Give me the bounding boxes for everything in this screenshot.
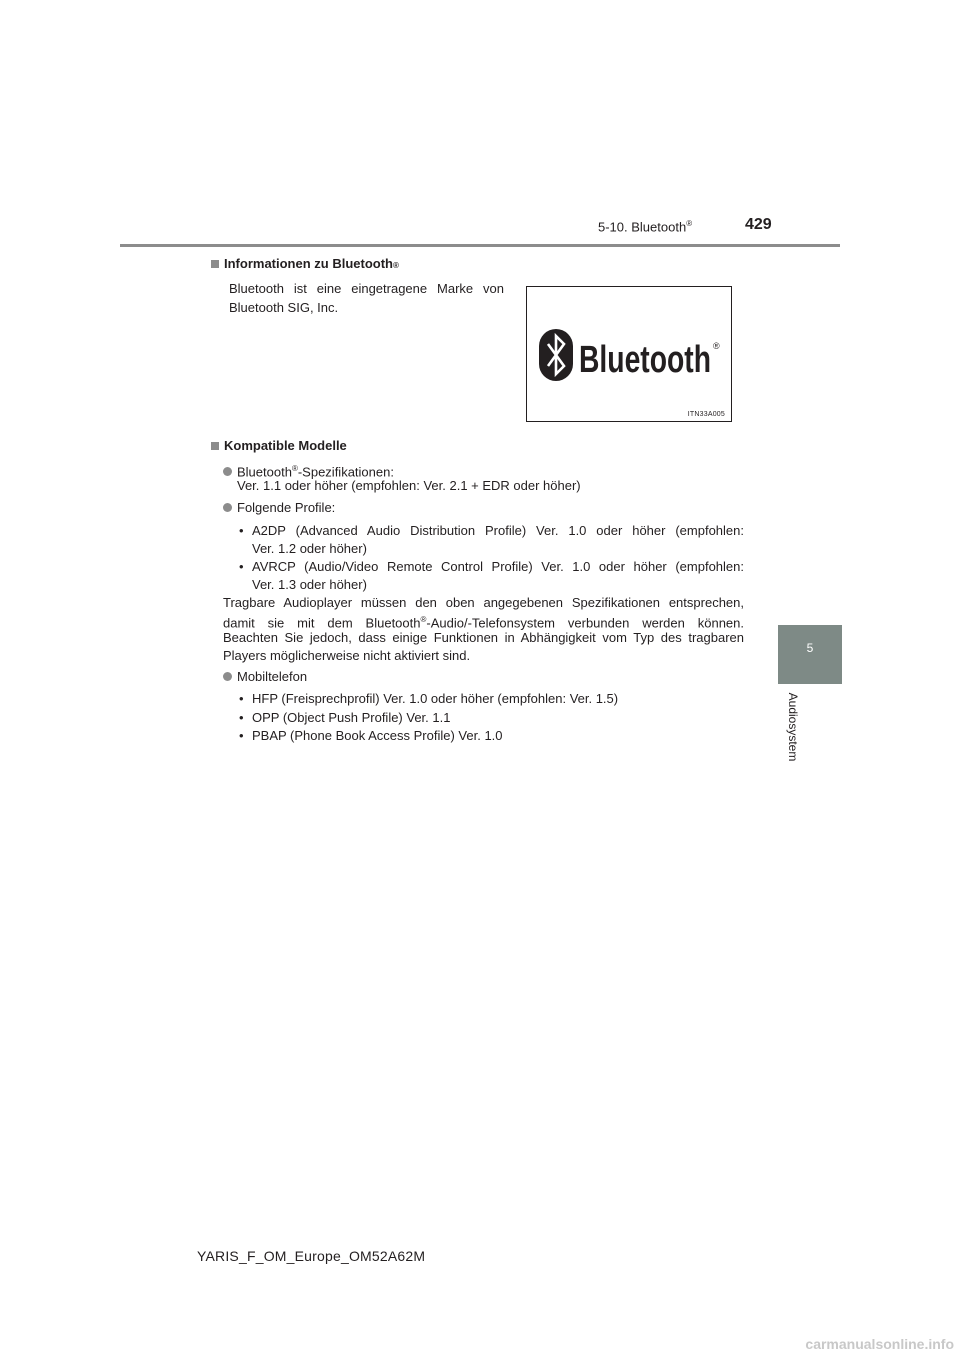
bluetooth-logo-figure [526, 286, 732, 422]
phone-profile-opp: • OPP (Object Push Profile) Ver. 1.1 [239, 710, 451, 725]
svg-text:Bluetooth: Bluetooth [579, 339, 711, 381]
watermark: carmanualsonline.info [805, 1336, 954, 1352]
profile-a2dp-line1: • A2DP (Advanced Audio Distribution Profile) Ver. 1.0 oder höher (empfohlen: [239, 523, 744, 538]
info-text-line1: Bluetooth ist eine eingetragene Marke von [229, 281, 504, 296]
info-heading: Informationen zu Bluetooth ® [211, 256, 399, 271]
phone-profile-pbap: • PBAP (Phone Book Access Profile) Ver. 1.0 [239, 728, 503, 743]
info-text-line2: Bluetooth SIG, Inc. [229, 300, 339, 315]
figure-code: ITN33A005 [687, 411, 725, 418]
phone-item: Mobiltelefon [223, 668, 307, 686]
circle-bullet-icon [223, 503, 232, 512]
section-title: 5-10. Bluetooth® [598, 219, 693, 235]
square-bullet-icon [211, 442, 219, 450]
note-line4: Players möglicherweise nicht aktiviert sind. [223, 648, 471, 663]
spec-value: Ver. 1.1 oder höher (empfohlen: Ver. 2.1 + EDR oder höher) [237, 478, 581, 493]
phone-profile-hfp: • HFP (Freisprechprofil) Ver. 1.0 oder höher (empfohlen: Ver. 1.5) [239, 691, 619, 706]
svg-text:®: ® [713, 341, 720, 351]
note-line1: Tragbare Audioplayer müssen den oben angegebenen Spezifikationen entsprechen, [223, 595, 744, 610]
note-line2: damit sie mit dem Bluetooth®-Audio/-Telefonsystem verbunden werden können. [223, 615, 744, 631]
profile-avrcp-line1: • AVRCP (Audio/Video Remote Control Profile) Ver. 1.0 oder höher (empfohlen: [239, 559, 744, 574]
chapter-label: Audiosystem [786, 692, 800, 762]
header-divider [120, 244, 840, 247]
circle-bullet-icon [223, 672, 232, 681]
square-bullet-icon [211, 260, 219, 268]
note-line3: Beachten Sie jedoch, dass einige Funktionen in Abhängigkeit vom Typ des tragbaren [223, 630, 744, 645]
circle-bullet-icon [223, 467, 232, 476]
profile-a2dp-line2: Ver. 1.2 oder höher) [252, 541, 367, 556]
chapter-number: 5 [806, 641, 814, 655]
page-number: 429 [745, 216, 772, 233]
profile-avrcp-line2: Ver. 1.3 oder höher) [252, 577, 367, 592]
models-heading: Kompatible Modelle [211, 438, 347, 453]
profiles-item: Folgende Profile: [223, 499, 335, 517]
document-code: YARIS_F_OM_Europe_OM52A62M [197, 1248, 426, 1264]
spec-item: Bluetooth®-Spezifikationen: [223, 460, 394, 481]
bluetooth-logo-icon [527, 287, 731, 421]
